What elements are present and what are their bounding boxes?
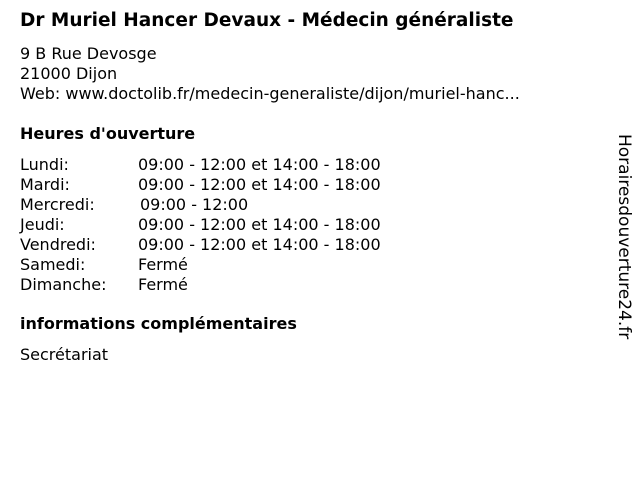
day-label: Dimanche: (20, 275, 107, 294)
day-hours: Fermé (138, 255, 188, 274)
additional-info-heading: informations complémentaires (20, 314, 297, 333)
day-label: Mercredi: (20, 195, 95, 214)
address-block (20, 44, 520, 104)
day-hours: Fermé (138, 275, 188, 294)
website-line: Web: www.doctolib.fr/medecin-generaliste/dijon/muriel-hanc... (20, 84, 520, 103)
day-hours: 09:00 - 12:00 et 14:00 - 18:00 (138, 175, 381, 194)
day-label: Mardi: (20, 175, 70, 194)
day-label: Vendredi: (20, 235, 96, 254)
day-label: Lundi: (20, 155, 69, 174)
day-hours: 09:00 - 12:00 et 14:00 - 18:00 (138, 215, 381, 234)
day-label: Samedi: (20, 255, 86, 274)
day-label: Jeudi: (20, 215, 65, 234)
opening-hours-heading: Heures d'ouverture (20, 124, 196, 143)
additional-info-text: Secrétariat (20, 345, 109, 364)
site-watermark: Horairesdouverture24.fr (614, 134, 634, 340)
address-street: 9 B Rue Devosge (20, 44, 157, 63)
day-hours: 09:00 - 12:00 et 14:00 - 18:00 (138, 235, 381, 254)
day-hours: 09:00 - 12:00 et 14:00 - 18:00 (138, 155, 381, 174)
day-hours: 09:00 - 12:00 (140, 195, 249, 214)
address-city: 21000 Dijon (20, 64, 118, 83)
page-title: Dr Muriel Hancer Devaux - Médecin généraliste (20, 10, 514, 31)
